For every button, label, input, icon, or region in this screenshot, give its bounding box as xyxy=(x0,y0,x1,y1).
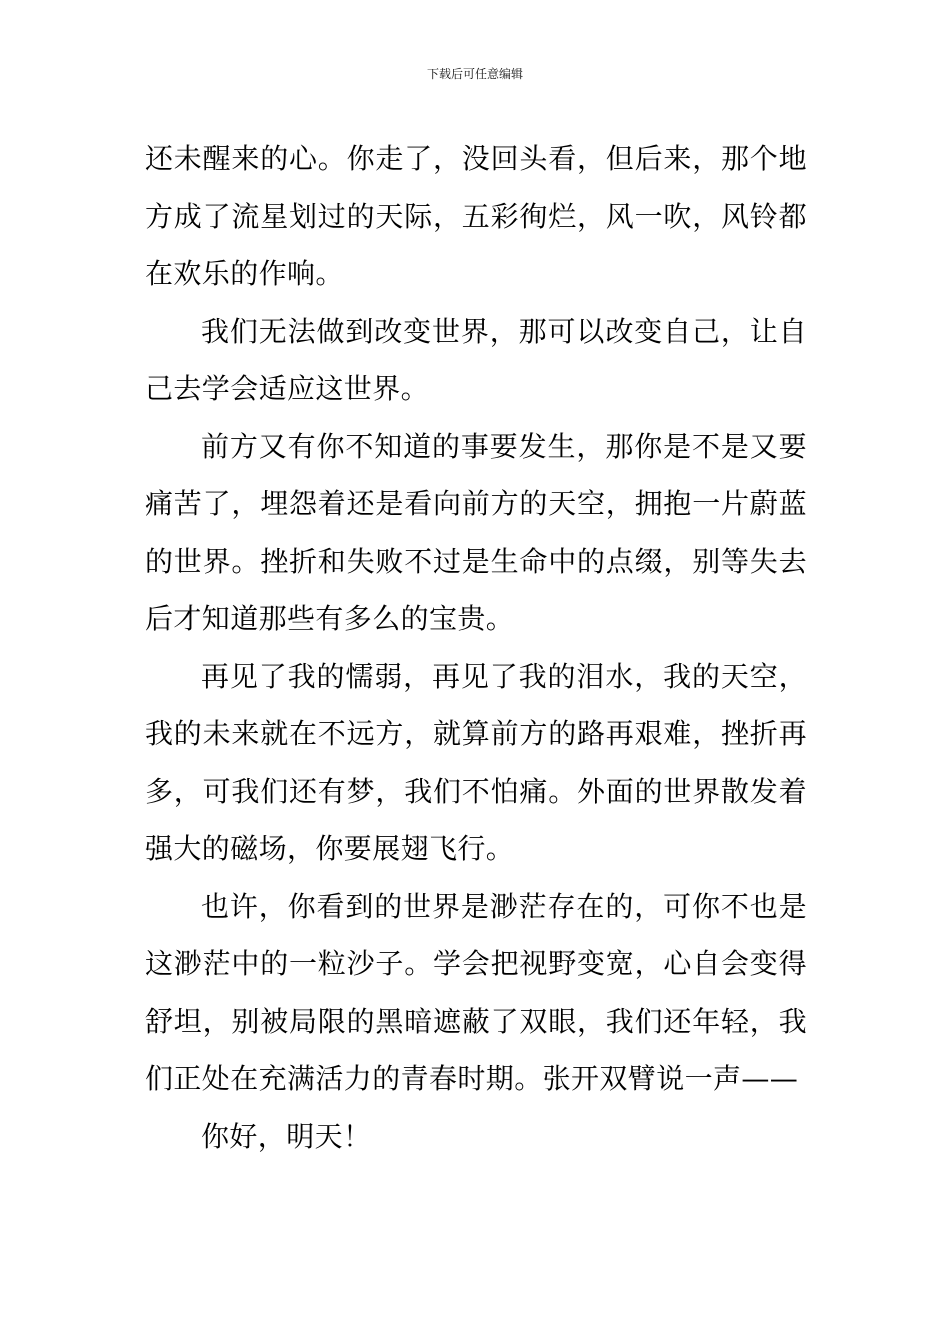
paragraph-3: 前方又有你不知道的事要发生，那你是不是又要痛苦了，埋怨着还是看向前方的天空，拥抱一片蔚蓝的世界。挫折和失败不过是生命中的点缀，别等失去后才知道那些有多么的宝贵。 xyxy=(145,429,807,635)
paragraph-5: 也许，你看到的世界是渺茫存在的，可你不也是这渺茫中的一粒沙子。学会把视野变宽，心自会变得舒坦，别被局限的黑暗遮蔽了双眼，我们还年轻，我们正处在充满活力的青春时期。张开双臂说一声—— xyxy=(145,889,807,1095)
paragraph-4: 再见了我的懦弱，再见了我的泪水，我的天空，我的未来就在不远方，就算前方的路再艰难，挫折再多，可我们还有梦，我们不怕痛。外面的世界散发着强大的磁场，你要展翅飞行。 xyxy=(145,659,807,865)
paragraph-1: 还未醒来的心。你走了，没回头看，但后来，那个地方成了流星划过的天际，五彩徇烂，风一吹，风铃都在欢乐的作响。 xyxy=(145,142,807,290)
page-header: 下载后可任意编辑 xyxy=(426,67,523,81)
article-body xyxy=(145,130,807,1165)
paragraph-6: 你好，明天！ xyxy=(201,1119,372,1153)
paragraph-2: 我们无法做到改变世界，那可以改变自己，让自己去学会适应这世界。 xyxy=(145,314,807,405)
